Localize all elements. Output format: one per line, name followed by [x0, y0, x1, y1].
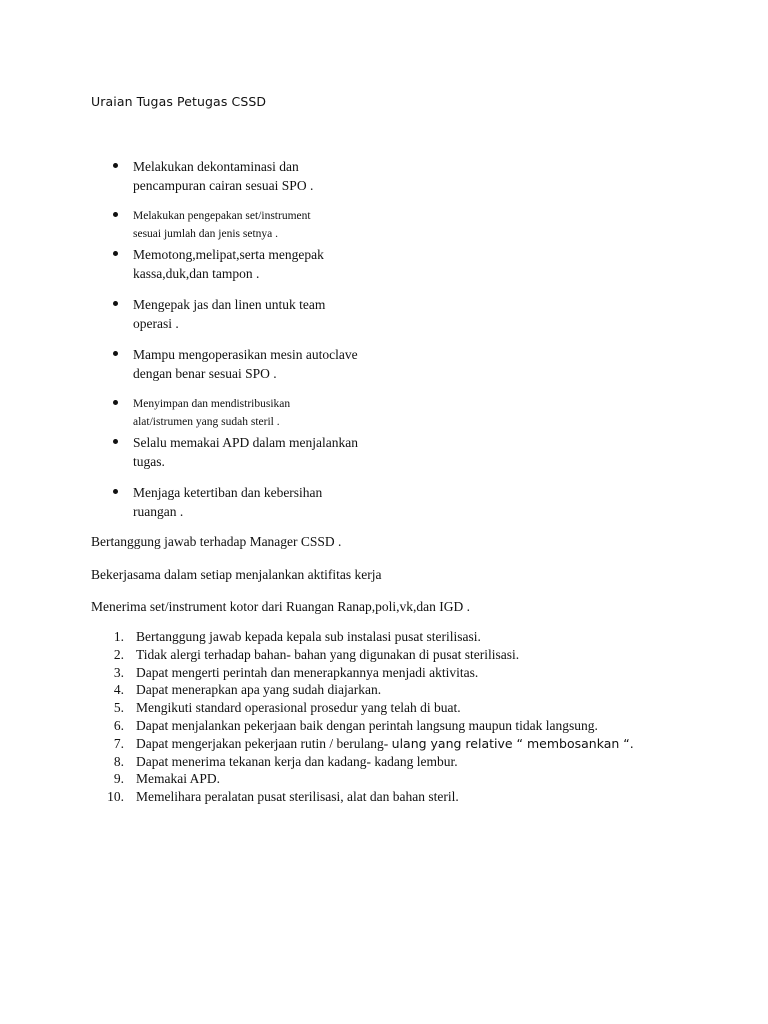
bullet-dot-icon	[113, 439, 118, 444]
bullet-dot-icon	[113, 489, 118, 494]
bullet-line: Mengepak jas dan linen untuk team	[133, 297, 326, 312]
bullet-dot-icon	[113, 163, 118, 168]
bullet-line: Menjaga ketertiban dan kebersihan	[133, 485, 323, 500]
bullet-line: dengan benar sesuai SPO .	[133, 366, 277, 381]
bullet-item	[133, 157, 393, 195]
bullet-item	[133, 433, 393, 471]
list-text-serif-part: Dapat mengerjakan pekerjaan rutin / berulang-	[136, 735, 392, 751]
list-text: Memakai APD.	[136, 771, 220, 787]
list-item	[0, 664, 768, 682]
paragraph-responsibility: Bertanggung jawab terhadap Manager CSSD .	[91, 534, 342, 549]
bullet-line: Mampu mengoperasikan mesin autoclave	[133, 347, 358, 362]
list-number: 2.	[113, 646, 124, 662]
bullet-line: Selalu memakai APD dalam menjalankan	[133, 435, 358, 450]
list-text-sans-part: ulang yang relative “ membosankan “.	[391, 735, 634, 751]
bullet-line: alat/istrumen yang sudah steril .	[133, 416, 280, 428]
list-number: 5.	[113, 700, 124, 716]
list-text: Dapat menerima tekanan kerja dan kadang- kadang lembur.	[136, 753, 458, 769]
bullet-line: kassa,duk,dan tampon .	[133, 266, 260, 281]
list-number: 10.	[107, 789, 124, 805]
list-number: 1.	[113, 629, 124, 644]
list-text: Dapat menjalankan pekerjaan baik dengan perintah langsung maupun tidak langsung.	[136, 717, 598, 733]
list-item	[0, 770, 768, 788]
bullet-dot-icon	[113, 251, 118, 256]
bullet-line: pencampuran cairan sesuai SPO .	[133, 178, 314, 193]
list-item	[0, 717, 768, 735]
numbered-list	[0, 628, 768, 806]
bullet-item	[133, 345, 393, 383]
bullet-dot-icon	[113, 351, 118, 356]
list-text	[136, 735, 634, 753]
paragraph-receive-instruments: Menerima set/instrument kotor dari Ruangan Ranap,poli,vk,dan IGD .	[91, 599, 471, 614]
bullet-line: Memotong,melipat,serta mengepak	[133, 247, 324, 262]
bullet-line: ruangan .	[133, 504, 184, 519]
document-title: Uraian Tugas Petugas CSSD	[91, 94, 267, 109]
list-text: Dapat mengerti perintah dan menerapkannya menjadi aktivitas.	[136, 664, 479, 680]
bullet-item	[133, 245, 393, 283]
bullet-line: Melakukan dekontaminasi dan	[133, 159, 299, 174]
bullet-line: operasi .	[133, 316, 179, 331]
bullet-item	[133, 483, 393, 521]
list-item	[0, 753, 768, 771]
list-text: Bertanggung jawab kepada kepala sub instalasi pusat sterilisasi.	[136, 629, 481, 644]
list-text: Mengikuti standard operasional prosedur yang telah di buat.	[136, 700, 461, 716]
list-item	[0, 628, 768, 646]
list-item	[0, 735, 768, 753]
list-item	[0, 788, 768, 806]
list-number: 3.	[113, 664, 124, 680]
bullet-line: tugas.	[133, 454, 165, 469]
bullet-line: Melakukan pengepakan set/instrument	[133, 210, 311, 222]
list-item	[0, 646, 768, 664]
bullet-dot-icon	[113, 301, 118, 306]
bullet-item	[133, 395, 393, 431]
list-item	[0, 681, 768, 699]
list-text: Dapat menerapkan apa yang sudah diajarkan.	[136, 682, 382, 698]
bullet-item	[133, 207, 393, 243]
bullet-item	[133, 295, 393, 333]
bullet-line: sesuai jumlah dan jenis setnya .	[133, 228, 278, 240]
list-item	[0, 699, 768, 717]
bullet-dot-icon	[113, 400, 118, 405]
list-number: 8.	[113, 753, 124, 769]
list-number: 6.	[113, 717, 124, 733]
bullet-dot-icon	[113, 212, 118, 217]
list-number: 4.	[113, 682, 124, 698]
list-text: Memelihara peralatan pusat sterilisasi, alat dan bahan steril.	[136, 789, 459, 805]
list-text: Tidak alergi terhadap bahan- bahan yang digunakan di pusat sterilisasi.	[136, 646, 520, 662]
list-number: 7.	[113, 735, 124, 751]
list-number: 9.	[113, 771, 124, 787]
paragraph-cooperation: Bekerjasama dalam setiap menjalankan aktifitas kerja	[91, 567, 382, 582]
bullet-line: Menyimpan dan mendistribusikan	[133, 398, 291, 410]
